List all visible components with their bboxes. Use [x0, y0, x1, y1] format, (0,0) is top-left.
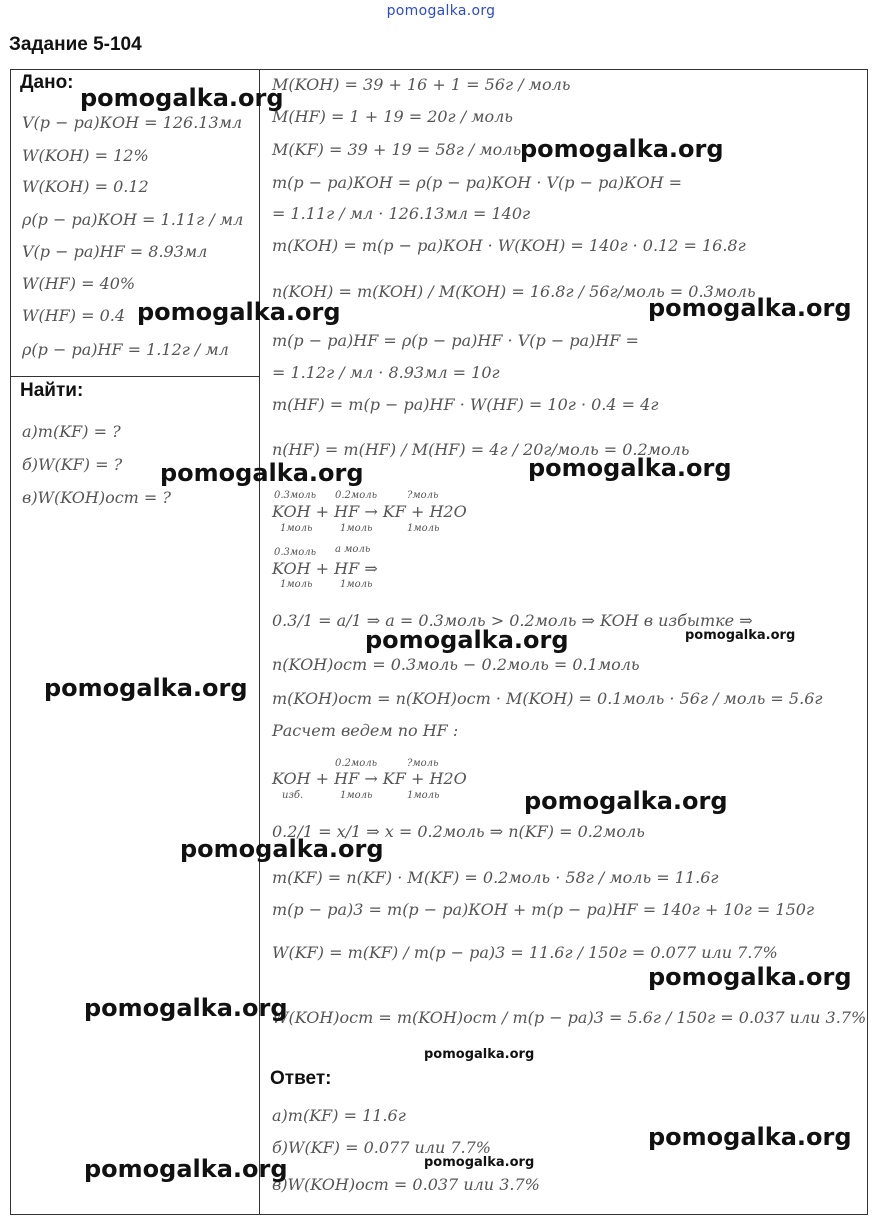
reaction-annotation: 0.2моль: [335, 490, 378, 501]
watermark: pomogalka.org: [44, 674, 248, 702]
reaction-equation: KOH + HF → KF + H2O: [272, 502, 467, 521]
solution-line: n(KOH) = m(KOH) / M(KOH) = 16.8г / 56г/моль = 0.3моль: [272, 282, 756, 301]
watermark: pomogalka.org: [685, 628, 796, 643]
find-line: б)W(KF) = ?: [22, 455, 123, 474]
solution-line: 0.3/1 = a/1 ⇒ a = 0.3моль > 0.2моль ⇒ KOH в избытке ⇒: [272, 611, 753, 630]
find-line: а)m(KF) = ?: [22, 422, 121, 441]
reaction-annotation: 1моль: [407, 790, 440, 801]
reaction-annotation: 1моль: [340, 579, 373, 590]
reaction-annotation: 1моль: [340, 790, 373, 801]
given-line: ρ(р − ра)HF = 1.12г / мл: [22, 340, 229, 359]
watermark: pomogalka.org: [180, 835, 384, 863]
given-label: Дано:: [20, 72, 74, 93]
given-find-divider: [10, 376, 260, 377]
reaction-annotation: ?моль: [407, 758, 439, 769]
find-line: в)W(KOH)ост = ?: [22, 488, 171, 507]
solution-line: Расчет ведем по HF :: [272, 721, 459, 740]
answer-line: б)W(KF) = 0.077 или 7.7%: [272, 1138, 491, 1157]
solution-line: = 1.12г / мл · 8.93мл = 10г: [272, 363, 500, 382]
answer-line: в)W(KOH)ост = 0.037 или 3.7%: [272, 1175, 540, 1194]
reaction-annotation: 0.3моль: [274, 547, 317, 558]
watermark: pomogalka.org: [424, 1155, 535, 1170]
reaction-annotation: 1моль: [280, 523, 313, 534]
task-title: Задание 5-104: [9, 34, 142, 55]
solution-line: m(KOH) = m(р − ра)КОН · W(KOH) = 140г · 0.12 = 16.8г: [272, 236, 746, 255]
solution-line: m(р − ра)HF = ρ(р − ра)HF · V(р − ра)HF =: [272, 331, 639, 350]
reaction-annotation: 1моль: [340, 523, 373, 534]
solution-line: m(р − ра)КОН = ρ(р − ра)КОН · V(р − ра)КОН =: [272, 173, 683, 192]
watermark: pomogalka.org: [84, 1155, 288, 1183]
solution-line: M(KOH) = 39 + 16 + 1 = 56г / моль: [272, 75, 571, 94]
find-label: Найти:: [20, 380, 84, 401]
watermark: pomogalka.org: [524, 787, 728, 815]
solution-line: = 1.11г / мл · 126.13мл = 140г: [272, 204, 531, 223]
solution-line: M(HF) = 1 + 19 = 20г / моль: [272, 107, 513, 126]
reaction-annotation: 0.2моль: [335, 758, 378, 769]
reaction-annotation: 1моль: [407, 523, 440, 534]
solution-line: m(HF) = m(р − ра)HF · W(HF) = 10г · 0.4 = 4г: [272, 395, 659, 414]
watermark: pomogalka.org: [528, 454, 732, 482]
watermark: pomogalka.org: [424, 1047, 535, 1062]
solution-line: W(KOH)ост = m(KOH)ост / m(р − ра)3 = 5.6г / 150г = 0.037 или 3.7%: [272, 1008, 867, 1027]
solution-line: n(KOH)ост = 0.3моль − 0.2моль = 0.1моль: [272, 655, 640, 674]
reaction-equation: KOH + HF → KF + H2O: [272, 769, 467, 788]
given-line: W(KOH) = 12%: [22, 146, 149, 165]
reaction-equation: KOH + HF ⇒: [272, 559, 378, 578]
site-header-link[interactable]: pomogalka.org: [386, 3, 496, 19]
given-line: V(р − ра)HF = 8.93мл: [22, 242, 208, 261]
watermark: pomogalka.org: [648, 963, 852, 991]
watermark: pomogalka.org: [80, 84, 284, 112]
reaction-annotation: 0.3моль: [274, 490, 317, 501]
column-divider: [259, 69, 260, 1215]
watermark: pomogalka.org: [520, 135, 724, 163]
solution-line: m(р − ра)3 = m(р − ра)КОН + m(р − ра)HF = 140г + 10г = 150г: [272, 900, 815, 919]
given-line: V(р − ра)КОН = 126.13мл: [22, 113, 243, 132]
watermark: pomogalka.org: [160, 459, 364, 487]
given-line: W(HF) = 40%: [22, 274, 136, 293]
given-line: W(KOH) = 0.12: [22, 177, 149, 196]
solution-line: M(KF) = 39 + 19 = 58г / моль: [272, 140, 522, 159]
solution-line: W(KF) = m(KF) / m(р − ра)3 = 11.6г / 150г = 0.077 или 7.7%: [272, 943, 778, 962]
watermark: pomogalka.org: [137, 298, 341, 326]
watermark: pomogalka.org: [648, 1123, 852, 1151]
solution-line: m(KF) = n(KF) · M(KF) = 0.2моль · 58г / моль = 11.6г: [272, 868, 719, 887]
reaction-annotation: ?моль: [407, 490, 439, 501]
given-line: ρ(р − ра)КОН = 1.11г / мл: [22, 210, 244, 229]
solution-line: 0.2/1 = x/1 ⇒ x = 0.2моль ⇒ n(KF) = 0.2моль: [272, 822, 645, 841]
solution-line: n(HF) = m(HF) / M(HF) = 4г / 20г/моль = 0.2моль: [272, 440, 690, 459]
watermark: pomogalka.org: [84, 994, 288, 1022]
reaction-annotation: 1моль: [280, 579, 313, 590]
watermark: pomogalka.org: [365, 626, 569, 654]
solution-line: m(KOH)ост = n(KOH)ост · M(KOH) = 0.1моль · 56г / моль = 5.6г: [272, 689, 823, 708]
watermark: pomogalka.org: [648, 294, 852, 322]
answer-label: Ответ:: [270, 1068, 332, 1089]
reaction-annotation: a моль: [335, 544, 371, 555]
reaction-annotation: изб.: [282, 790, 304, 801]
given-line: W(HF) = 0.4: [22, 306, 126, 325]
answer-line: а)m(KF) = 11.6г: [272, 1106, 406, 1125]
